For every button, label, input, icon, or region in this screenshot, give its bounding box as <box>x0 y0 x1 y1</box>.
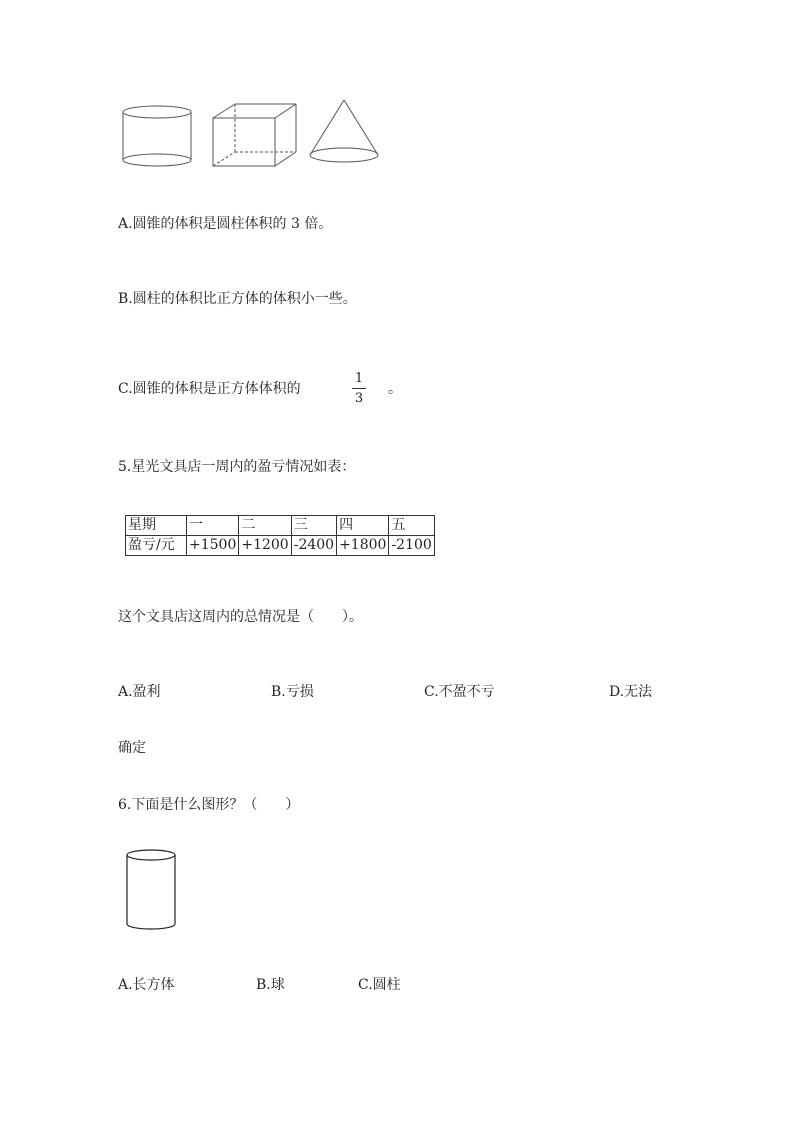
option-a-cone-volume: A.圆锥的体积是圆柱体积的 3 倍。 <box>118 216 333 232</box>
question-5-title: 5.星光文具店一周内的盈亏情况如表： <box>118 459 356 475</box>
cylinder-figure <box>123 106 191 166</box>
table-cell: 盈亏/元 <box>126 536 187 556</box>
q5-option-b: B.亏损 <box>271 684 314 700</box>
q6-option-a: A.长方体 <box>118 977 175 993</box>
table-row <box>126 536 435 556</box>
table-cell: +1200 <box>239 536 291 556</box>
table-cell: +1500 <box>187 536 239 556</box>
header-cell: 五 <box>389 516 434 536</box>
top-shapes-figure <box>118 96 388 176</box>
fraction-denominator: 3 <box>354 391 364 406</box>
option-b-cylinder-volume: B.圆柱的体积比正方体的体积小一些。 <box>118 291 357 307</box>
header-cell: 一 <box>187 516 239 536</box>
q6-option-c: C.圆柱 <box>358 977 401 993</box>
fraction-one-third <box>352 372 366 406</box>
cube-figure <box>213 104 296 166</box>
table-header-row <box>126 516 435 536</box>
profit-loss-table <box>125 515 435 556</box>
table-cell: -2400 <box>291 536 336 556</box>
question-6-title: 6.下面是什么图形？（ ） <box>118 797 300 813</box>
q5-option-a: A.盈利 <box>118 684 161 700</box>
header-cell: 三 <box>291 516 336 536</box>
table-cell: -2100 <box>389 536 434 556</box>
option-c-prefix: C.圆锥的体积是正方体体积的 <box>118 381 301 397</box>
q5-option-c: C.不盈不亏 <box>424 684 495 700</box>
q6-option-b: B.球 <box>256 977 285 993</box>
table-cell: +1800 <box>337 536 389 556</box>
cone-figure <box>310 100 378 162</box>
header-cell: 二 <box>239 516 291 536</box>
header-cell: 四 <box>337 516 389 536</box>
option-c-suffix: 。 <box>388 381 402 397</box>
q5-option-d-wrap: 确定 <box>118 740 146 756</box>
header-cell: 星期 <box>126 516 187 536</box>
fraction-numerator: 1 <box>352 372 366 389</box>
q5-option-d: D.无法 <box>609 684 653 700</box>
cylinder-figure-q6 <box>122 846 182 934</box>
question-5-prompt: 这个文具店这周内的总情况是（ ）。 <box>118 609 363 625</box>
